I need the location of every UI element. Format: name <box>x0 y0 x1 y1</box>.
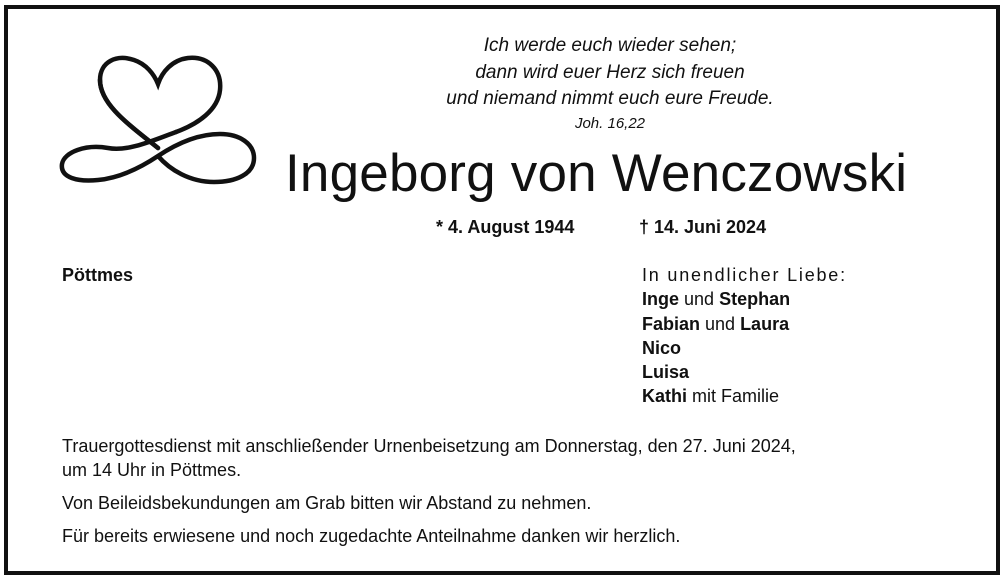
heart-infinity-icon <box>58 52 258 202</box>
mourner-name: Luisa <box>642 362 690 383</box>
bible-quote <box>380 33 840 135</box>
quote-line: und niemand nimmt euch eure Freude. <box>446 88 774 109</box>
birth-date: * 4. August 1944 <box>436 217 575 237</box>
mourner-name: Stephan <box>719 289 791 310</box>
mourner-line <box>642 287 847 311</box>
mourner-name: Laura <box>740 313 790 334</box>
mourner-name: Kathi <box>642 386 687 407</box>
mourner-line <box>642 336 847 360</box>
funeral-service-text <box>62 434 962 482</box>
deceased-name: Ingeborg von Wenczowski <box>285 144 908 203</box>
mourner-joiner: und <box>679 289 720 310</box>
quote-reference: Joh. 16,22 <box>574 114 646 132</box>
condolences-text: Von Beileidsbekundungen am Grab bitten wir Abstand zu nehmen. <box>62 493 592 513</box>
quote-line: Ich werde euch wieder sehen; <box>483 35 737 56</box>
mourner-joiner: mit Familie <box>687 386 780 407</box>
service-info <box>62 434 962 557</box>
mourner-line <box>642 360 847 384</box>
quote-line: dann wird euer Herz sich freuen <box>475 61 745 83</box>
mourner-line <box>642 312 847 336</box>
mourner-name: Fabian <box>642 313 701 334</box>
service-line: Trauergottesdienst mit anschließender Urnenbeisetzung am Donnerstag, den 27. Juni 2024, <box>62 436 796 456</box>
thanks-text: Für bereits erwiesene und noch zugedachte Anteilnahme danken wir herzlich. <box>62 526 681 546</box>
mourner-joiner: und <box>700 313 741 334</box>
mourners-list <box>642 263 847 409</box>
death-date: † 14. Juni 2024 <box>639 217 767 237</box>
mourner-name: Inge <box>642 289 680 310</box>
mourner-name: Nico <box>642 337 682 358</box>
hometown: Pöttmes <box>62 265 134 285</box>
mourner-line <box>642 384 847 408</box>
service-line: um 14 Uhr in Pöttmes. <box>62 460 242 480</box>
mourners-intro: In unendlicher Liebe: <box>642 265 847 285</box>
